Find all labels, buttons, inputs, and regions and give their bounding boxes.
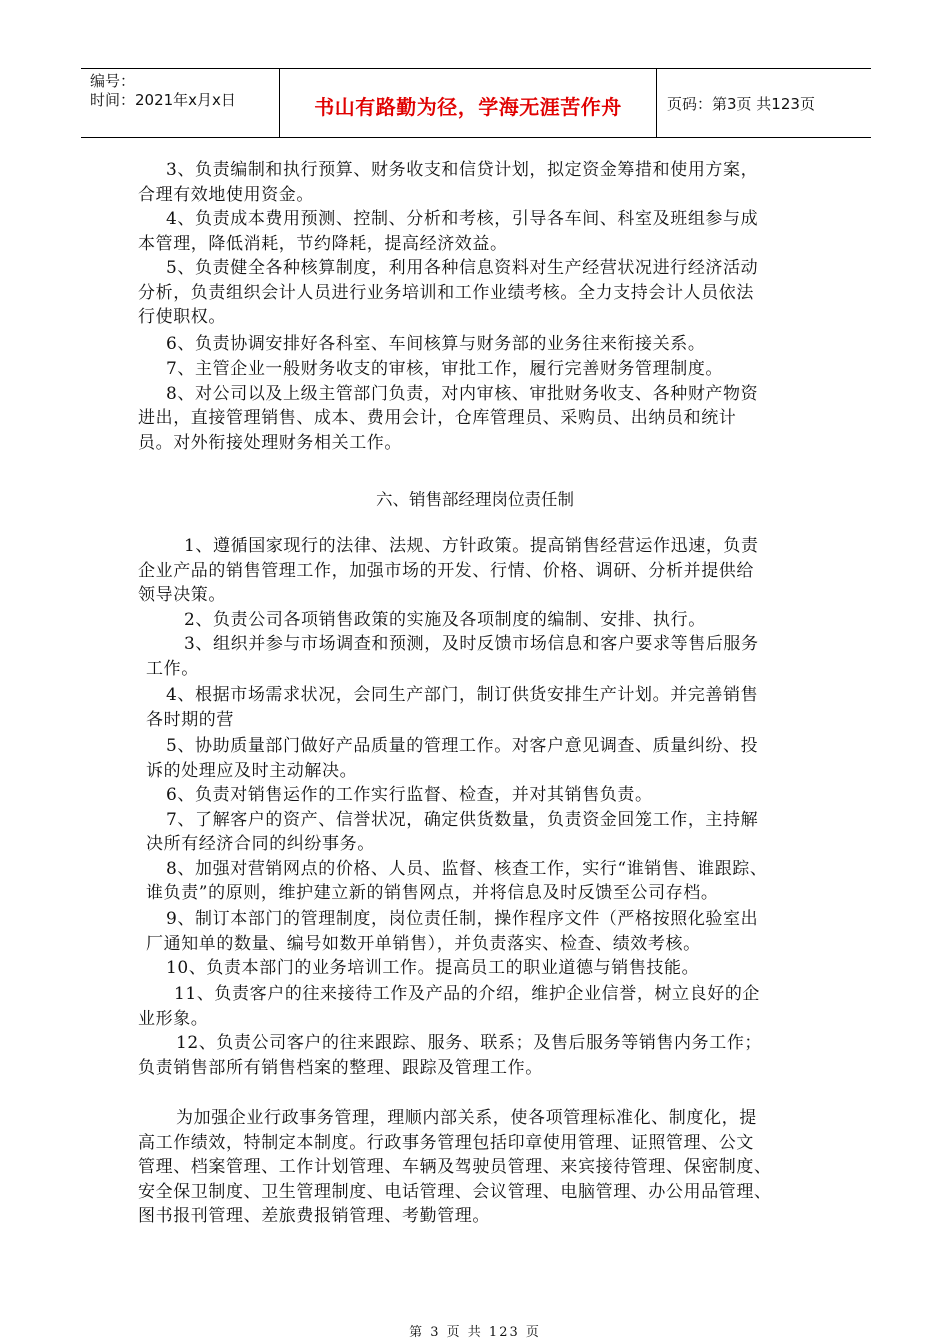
admin-line: 安全保卫制度、卫生管理制度、电话管理、会议管理、电脑管理、办公用品管理、 bbox=[138, 1181, 772, 1202]
sales-line: 10、负责本部门的业务培训工作。提高员工的职业道德与销售技能。 bbox=[166, 958, 700, 978]
sales-line: 工作。 bbox=[146, 658, 199, 679]
sales-line: 领导决策。 bbox=[138, 585, 226, 605]
page-number-label: 页码：第3页 共123页 bbox=[667, 95, 815, 113]
sales-line: 6、负责对销售运作的工作实行监督、检查，并对其销售负责。 bbox=[166, 785, 653, 805]
sales-line: 2、负责公司各项销售政策的实施及各项制度的编制、安排、执行。 bbox=[184, 609, 706, 630]
header-info-cell bbox=[81, 69, 280, 137]
sales-line: 业形象。 bbox=[138, 1008, 209, 1029]
header-motto-cell bbox=[280, 69, 657, 137]
finance-line: 进出，直接管理销售、成本、费用会计，仓库管理员、采购员、出纳员和统计 bbox=[138, 408, 737, 428]
date-label: 时间：2021年x月x日 bbox=[90, 91, 236, 109]
finance-line: 7、主管企业一般财务收支的审核，审批工作，履行完善财务管理制度。 bbox=[166, 359, 724, 379]
finance-line: 3、负责编制和执行预算、财务收支和信贷计划，拟定资金筹措和使用方案， bbox=[166, 160, 759, 180]
sales-line: 7、了解客户的资产、信誉状况，确定供货数量，负责资金回笼工作，主持解 bbox=[166, 809, 759, 830]
section-title: 六、销售部经理岗位责任制 bbox=[376, 490, 574, 509]
admin-line: 图书报刊管理、差旅费报销管理、考勤管理。 bbox=[138, 1206, 490, 1226]
sales-line: 4、根据市场需求状况，会同生产部门，制订供货安排生产计划。并完善销售 bbox=[166, 685, 759, 705]
admin-line: 高工作绩效，特制定本制度。行政事务管理包括印章使用管理、证照管理、公文 bbox=[138, 1132, 754, 1153]
sales-line: 谁负责”的原则，维护建立新的销售网点，并将信息及时反馈至公司存档。 bbox=[146, 883, 719, 903]
motto-text: 书山有路勤为径，学海无涯苦作舟 bbox=[314, 95, 622, 119]
finance-line: 4、负责成本费用预测、控制、分析和考核，引导各车间、科室及班组参与成 bbox=[166, 209, 759, 229]
sales-line: 11、负责客户的往来接待工作及产品的介绍，维护企业信誉，树立良好的企 bbox=[174, 984, 761, 1004]
admin-line: 为加强企业行政事务管理，理顺内部关系，使各项管理标准化、制度化，提 bbox=[176, 1108, 757, 1128]
page-header bbox=[81, 68, 871, 138]
sales-line: 决所有经济合同的纠纷事务。 bbox=[146, 834, 375, 854]
number-label: 编号： bbox=[90, 72, 136, 90]
page-footer: 第 3 页 共 123 页 bbox=[409, 1325, 541, 1340]
finance-line: 分析，负责组织会计人员进行业务培训和工作业绩考核。全力支持会计人员依法 bbox=[138, 282, 754, 303]
finance-line: 员。对外衔接处理财务相关工作。 bbox=[138, 432, 402, 453]
finance-line: 6、负责协调安排好各科室、车间核算与财务部的业务往来衔接关系。 bbox=[166, 334, 706, 354]
finance-line: 本管理，降低消耗，节约降耗，提高经济效益。 bbox=[138, 233, 508, 254]
finance-line: 行使职权。 bbox=[138, 307, 226, 327]
sales-line: 12、负责公司客户的往来跟踪、服务、联系；及售后服务等销售内务工作； bbox=[176, 1033, 763, 1053]
header-page-cell bbox=[657, 69, 871, 137]
sales-line: 企业产品的销售管理工作，加强市场的开发、行情、价格、调研、分析并提供给 bbox=[138, 560, 754, 581]
sales-line: 5、协助质量部门做好产品质量的管理工作。对客户意见调查、质量纠纷、投 bbox=[166, 736, 759, 756]
finance-line: 5、负责健全各种核算制度，利用各种信息资料对生产经营状况进行经济活动 bbox=[166, 258, 759, 278]
admin-line: 管理、档案管理、工作计划管理、车辆及驾驶员管理、来宾接待管理、保密制度、 bbox=[138, 1157, 772, 1177]
sales-line: 1、遵循国家现行的法律、法规、方针政策。提高销售经营运作迅速，负责 bbox=[184, 536, 759, 556]
sales-line: 厂通知单的数量、编号如数开单销售），并负责落实、检查、绩效考核。 bbox=[146, 933, 701, 954]
sales-line: 各时期的营 bbox=[146, 709, 234, 730]
sales-line: 3、组织并参与市场调查和预测，及时反馈市场信息和客户要求等售后服务 bbox=[184, 634, 759, 654]
sales-line: 8、加强对营销网点的价格、人员、监督、核查工作，实行“谁销售、谁跟踪、 bbox=[166, 858, 768, 879]
sales-line: 诉的处理应及时主动解决。 bbox=[146, 760, 358, 781]
sales-line: 9、制订本部门的管理制度，岗位责任制，操作程序文件（严格按照化验室出 bbox=[166, 909, 759, 929]
finance-line: 合理有效地使用资金。 bbox=[138, 184, 314, 205]
finance-line: 8、对公司以及上级主管部门负责，对内审核、审批财务收支、各种财产物资 bbox=[166, 383, 759, 404]
sales-line: 负责销售部所有销售档案的整理、跟踪及管理工作。 bbox=[138, 1057, 543, 1078]
